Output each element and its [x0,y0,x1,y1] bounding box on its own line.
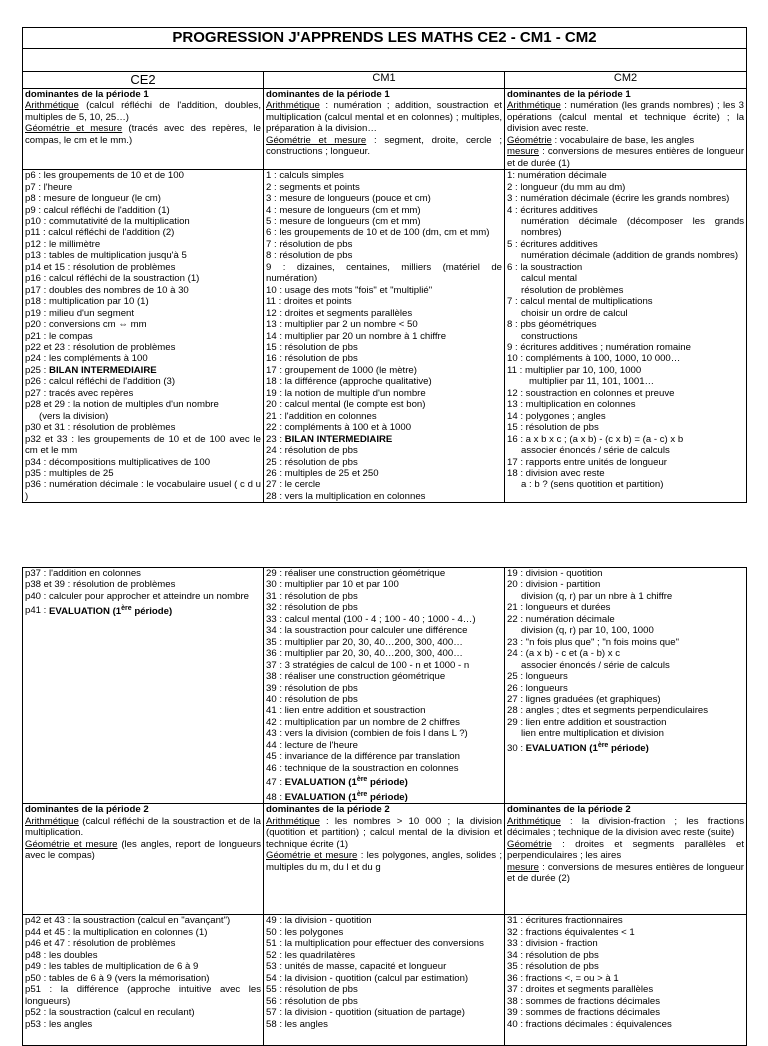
list-item: 33 : division - fraction [507,938,598,950]
period1-cm2-dom3-label: mesure [507,146,539,158]
list-item: 7 : résolution de pbs [266,238,353,250]
list-item: p6 : les groupements de 10 et de 100 [25,170,184,182]
period2-cm2-dom2-label: Géométrie [507,838,552,850]
period2-cm2-dom1-text: : la division-fraction ; les fractions décimales ; technique de la division avec reste (suite) [507,815,744,839]
period2-cm2-list [505,915,747,1046]
period1-cm1-dom1-label: Arithmétique [266,100,320,112]
evaluation-text: EVALUATION (1 [49,605,122,617]
list-item: p19 : milieu d'un segment [25,307,135,319]
list-item: 21 : l'addition en colonnes [266,410,377,422]
period1-cm1-dom2-label: Géométrie et mesure [266,134,367,146]
evaluation-end: période) [367,777,408,789]
list-item: associer énoncés / série de calculs [521,445,670,457]
period1-ce2-list [23,170,264,503]
period2-cm1-dom2-label: Géométrie et mesure [266,850,358,862]
period1-cm2-dom1-label: Arithmétique [507,100,561,112]
list-item: 11 : multiplier par 10, 100, 1000 [507,364,642,376]
period2-cm2-dom3-label: mesure [507,861,539,873]
list-item: 20 : calcul mental (le compte est bon) [266,399,426,411]
list-item: p24 : les compléments à 100 [25,353,148,365]
bilan-label: BILAN INTERMEDIAIRE [284,433,393,445]
list-item: 50 : les polygones [266,926,344,938]
list-item: 3 : numération décimale (écrire les grands nombres) [507,193,730,205]
list-item: 22 : numération décimale [507,613,615,625]
period1-ce2-dom1-text: (calcul réfléchi de l'addition, doubles, multiples de 5, 10, 25…) [25,100,261,123]
list-item: 54 : la division - quotition (calcul par estimation) [266,972,469,984]
list-item: 10 : compléments à 100, 1000, 10 000… [507,353,681,365]
list-item: 8 : résolution de pbs [266,250,353,262]
period2-cm1-heading: dominantes de la période 2 [266,804,390,816]
list-item [25,602,261,617]
list-item: 9 : dizaines, centaines, milliers (matériel de numération) [266,261,502,285]
list-item: 36 : fractions <, = ou > à 1 [507,972,619,984]
list-item: 22 : compléments à 100 et à 1000 [266,422,412,434]
list-item-number: 23 : [266,433,285,445]
list-item [266,774,502,789]
list-item: 58 : les angles [266,1018,328,1030]
list-item: p7 : l'heure [25,181,73,193]
list-item-number: p41 : [25,605,50,617]
list-item: 4 : mesure de longueurs (cm et mm) [266,204,421,216]
list-item: 16 : a x b x c ; (a x b) - (c x b) = (a - c) x b [507,433,684,445]
list-item: 28 : vers la multiplication en colonnes [266,490,426,502]
list-item: p11 : calcul réfléchi de l'addition (2) [25,227,175,239]
evaluation-label [49,606,172,617]
period1-ce2-list-continued [23,568,264,804]
list-item: 40 : fractions décimales : équivalences [507,1018,672,1030]
list-item: 37 : droites et segments parallèles [507,984,654,996]
column-header-cm2: CM2 [505,72,747,89]
list-item: 35 : résolution de pbs [507,961,599,973]
list-item: 25 : longueurs [507,671,568,683]
period1-cm1-dominantes [264,89,505,170]
list-item: 19 : division - quotition [507,568,603,579]
list-item: 2 : segments et points [266,181,360,193]
list-item: p8 : mesure de longueur (le cm) [25,193,161,205]
list-item: 26 : multiples de 25 et 250 [266,467,379,479]
list-item-number: 47 : [266,777,285,789]
period2-ce2-dom1-label: Arithmétique [25,815,79,827]
list-item: 29 : lien entre addition et soustraction [507,716,667,728]
list-item: p49 : les tables de multiplication de 6 à 9 [25,961,199,973]
period2-cm2-dominantes [505,804,747,915]
period1-cm1-list-continued [264,568,505,804]
list-item: 42 : multiplication par un nombre de 2 chiffres [266,716,460,728]
list-item: 31 : résolution de pbs [266,590,358,602]
list-item: p53 : les angles [25,1018,93,1030]
blank-row [23,49,747,72]
period1-ce2-dominantes [23,89,264,170]
period2-cm1-dom1-text: : les nombres > 10 000 ; la division (quotition et partition) ; calcul mental de la division et technique écrite (1) [266,815,502,850]
evaluation-sup: ère [356,776,368,784]
list-item: 17 : groupement de 1000 (le mètre) [266,364,417,376]
list-item: 33 : calcul mental (100 - 4 ; 100 - 40 ; 1000 - 4…) [266,613,476,625]
list-item: 57 : la division - quotition (situation de partage) [266,1007,465,1019]
period1-ce2-dom2-text: (tracés avec des repères, le compas, le cm et le mm.) [25,123,261,146]
list-item: p32 et 33 : les groupements de 10 et de 100 avec le cm et le mm [25,433,261,457]
list-item: p37 : l'addition en colonnes [25,568,141,579]
list-item: 29 : réaliser une construction géométrique [266,568,446,579]
period1-cm1-dom2-text: : segment, droite, cercle ; constructions ; longueur. [266,134,502,158]
list-item: 15 : résolution de pbs [507,422,599,434]
list-item: 21 : longueurs et durées [507,602,611,614]
list-item: p17 : doubles des nombres de 10 à 30 [25,284,189,296]
period1-ce2-dom2-label: Géométrie et mesure [25,123,123,135]
period1-cm1-list [264,170,505,503]
list-item: numération décimale (décomposer les grands nombres) [521,215,745,239]
list-item: 20 : division - partition [507,579,601,591]
list-item: 5 : mesure de longueurs (cm et mm) [266,215,421,227]
list-item: 24 : (a x b) - c et (a - b) x c [507,648,621,660]
list-item: a : b ? (sens quotition et partition) [521,479,664,491]
list-item: p48 : les doubles [25,949,98,961]
list-item: p20 : conversions cm ⇔ mm [25,319,147,331]
list-item: 51 : la multiplication pour effectuer des conversions [266,938,484,950]
evaluation-label [285,777,408,788]
list-item: 12 : soustraction en colonnes et preuve [507,387,675,399]
evaluation-text: EVALUATION (1 [284,791,357,803]
evaluation-sup: ère [121,604,132,612]
period2-ce2-list [23,915,264,1046]
list-item: 1: numération décimale [507,170,607,182]
list-item: 35 : multiplier par 20, 30, 40…200, 300, 400… [266,636,463,648]
period1-cm1-dom1-text: : numération ; addition, soustraction et multiplication (calcul mental et en colonnes) ; multiples, préparation à la division… [266,100,502,135]
list-item [266,434,502,445]
list-item: p51 : la différence (approche intuitive avec les longueurs) [25,984,261,1007]
period2-ce2-heading: dominantes de la période 2 [25,804,149,816]
list-item: p36 : numération décimale : le vocabulaire usuel ( c d u ) [25,479,261,502]
list-item: 13 : multiplier par 2 un nombre < 50 [266,319,418,331]
period1-ce2-heading: dominantes de la période 1 [25,89,149,100]
list-item: p27 : tracés avec repères [25,387,134,399]
period1-cm2-dom2-label: Géométrie [507,134,552,146]
list-item: 26 : longueurs [507,682,568,694]
list-item: résolution de problèmes [521,284,624,296]
list-item: p14 et 15 : résolution de problèmes [25,261,176,273]
period2-cm2-dom3-text: : conversions de mesures entières de longueur et de durée (2) [507,861,744,885]
list-item: p21 : le compas [25,330,93,342]
period2-cm1-dominantes [264,804,505,915]
list-item: 24 : résolution de pbs [266,445,358,457]
list-item: p26 : calcul réfléchi de l'addition (3) [25,376,176,388]
period2-cm1-dom2-text: : les polygones, angles, solides ; multiples du m, du l et du g [266,850,502,873]
list-item: lien entre multiplication et division [521,728,664,740]
list-item: p35 : multiples de 25 [25,467,114,479]
period1-cm2-heading: dominantes de la période 1 [507,89,631,100]
period2-ce2-dominantes [23,804,264,915]
list-item: p13 : tables de multiplication jusqu'à 5 [25,250,187,262]
column-header-ce2: CE2 [23,72,264,89]
list-item: 34 : la soustraction pour calculer une différence [266,625,468,637]
list-item: 55 : résolution de pbs [266,984,358,996]
list-item: 6 : les groupements de 10 et de 100 (dm, cm et mm) [266,227,490,239]
list-item: 27 : le cercle [266,479,321,491]
list-item: p44 et 45 : la multiplication en colonnes (1) [25,926,208,938]
period1-cm2-list [505,170,747,503]
list-item: calcul mental [521,273,577,285]
list-item: 14 : multiplier par 20 un nombre à 1 chiffre [266,330,447,342]
list-item: p46 et 47 : résolution de problèmes [25,938,176,950]
list-item: 38 : réaliser une construction géométrique [266,671,446,683]
list-item: 9 : écritures additives ; numération romaine [507,341,691,353]
list-item: 3 : mesure de longueurs (pouce et cm) [266,193,431,205]
list-item: 8 : pbs géométriques [507,319,597,331]
list-item: 18 : division avec reste [507,467,605,479]
list-item: 25 : résolution de pbs [266,456,358,468]
period1-cm2-dom3-text: : conversions de mesures entières de longueur et de durée (1) [507,146,745,169]
evaluation-end: période) [367,791,408,803]
list-item: 16 : résolution de pbs [266,353,358,365]
list-item: 30 : multiplier par 10 et par 100 [266,579,399,591]
list-item: 44 : lecture de l'heure [266,739,358,751]
list-item: 32 : résolution de pbs [266,602,358,614]
evaluation-sup: ère [597,741,609,749]
list-item: 4 : écritures additives [507,204,598,216]
period2-cm1-list [264,915,505,1046]
list-item: p30 et 31 : résolution de problèmes [25,422,176,434]
list-item: 11 : droites et points [266,296,352,308]
list-item: 32 : fractions équivalentes < 1 [507,926,635,938]
list-item: 6 : la soustraction [507,261,583,273]
list-item: 37 : 3 stratégies de calcul de 100 - n et 1000 - n [266,659,470,671]
list-item: 2 : longueur (du mm au dm) [507,181,626,193]
list-item: 23 : "n fois plus que" ; "n fois moins que" [507,636,680,648]
period2-cm2-dom2-text: : droites et segments parallèles et perpendiculaires ; les aires [507,838,744,862]
list-item: associer énoncés / série de calculs [521,659,670,671]
bilan-label: BILAN INTERMEDIAIRE [49,364,157,376]
period2-ce2-dom2-label: Géométrie et mesure [25,838,118,850]
list-item [507,740,744,755]
list-item: 7 : calcul mental de multiplications [507,296,653,308]
list-item: (vers la division) [39,410,109,422]
list-item: 28 : angles ; dtes et segments perpendiculaires [507,705,709,717]
list-item: 34 : résolution de pbs [507,949,599,961]
list-item: 1 : calculs simples [266,170,344,182]
list-item: p38 et 39 : résolution de problèmes [25,579,176,591]
page-title: PROGRESSION J'APPRENDS LES MATHS CE2 - CM1 - CM2 [23,28,747,49]
list-item: p50 : tables de 6 à 9 (vers la mémorisation) [25,972,210,984]
evaluation-sup: ère [356,790,368,798]
list-item: p9 : calcul réfléchi de l'addition (1) [25,204,170,216]
list-item: p18 : multiplication par 10 (1) [25,296,149,308]
list-item: p10 : commutativité de la multiplication [25,215,190,227]
list-item: p34 : décompositions multiplicatives de 100 [25,456,211,468]
list-item: 17 : rapports entre unités de longueur [507,456,668,468]
list-item: p28 et 29 : la notion de multiples d'un nombre [25,399,219,411]
list-item: 10 : usage des mots "fois" et "multiplié" [266,284,433,296]
list-item: 53 : unités de masse, capacité et longueur [266,961,447,973]
list-item: 41 : lien entre addition et soustraction [266,705,426,717]
period1-cm1-heading: dominantes de la période 1 [266,89,390,100]
evaluation-end: période) [131,605,173,617]
period2-cm1-dom1-label: Arithmétique [266,815,320,827]
list-item: 39 : sommes de fractions décimales [507,1007,661,1019]
list-item: 15 : résolution de pbs [266,341,358,353]
list-item: 19 : la notion de multiple d'un nombre [266,387,426,399]
list-item: 49 : la division - quotition [266,915,372,927]
evaluation-text: EVALUATION (1 [284,777,357,789]
period1-ce2-dom1-label: Arithmétique [25,100,79,112]
progression-table-part-1 [22,27,747,503]
list-item: p22 et 23 : résolution de problèmes [25,341,176,353]
list-item: division (q, r) par un nbre à 1 chiffre [521,590,673,602]
period1-cm2-dom1-text: : numération (les grands nombres) ; les 3 opérations (calcul mental et technique écrite) ; la division avec reste. [507,100,745,135]
list-item: p12 : le millimètre [25,238,101,250]
list-item [266,789,502,804]
list-item: 18 : la différence (approche qualitative) [266,376,432,388]
period2-ce2-dom2-text: (les angles, report de longueurs avec le compas) [25,838,261,862]
list-item: p52 : la soustraction (calcul en reculant) [25,1007,195,1019]
list-item: 39 : résolution de pbs [266,682,358,694]
list-item: 38 : sommes de fractions décimales [507,995,661,1007]
evaluation-end: période) [608,742,649,754]
list-item: 45 : invariance de la différence par translation [266,751,460,763]
list-item: 31 : écritures fractionnaires [507,915,623,927]
list-item: 13 : multiplication en colonnes [507,399,636,411]
list-item [25,365,261,376]
list-item: multiplier par 11, 101, 1001… [529,376,655,388]
list-item: 46 : technique de la soustraction en colonnes [266,762,459,774]
period2-cm2-dom1-label: Arithmétique [507,815,561,827]
list-item: 52 : les quadrilatères [266,949,356,961]
period2-ce2-dom1-text: (calcul réfléchi de la soustraction et de la multiplication. [25,815,261,839]
period1-cm2-dom2-text: : vocabulaire de base, les angles [551,134,695,146]
progression-table-part-2 [22,567,747,1046]
list-item-number: 30 : [507,742,526,754]
list-item: numération décimale (addition de grands nombres) [521,250,739,262]
list-item: 36 : multiplier par 20, 30, 40…200, 300, 400… [266,648,463,660]
evaluation-label [285,792,408,803]
list-item: 12 : droites et segments parallèles [266,307,413,319]
list-item: p40 : calculer pour approcher et atteindre un nombre [25,590,249,602]
list-item: p16 : calcul réfléchi de la soustraction (1) [25,273,200,285]
column-header-cm1: CM1 [264,72,505,89]
list-item: division (q, r) par 10, 100, 1000 [521,625,654,637]
period2-cm2-heading: dominantes de la période 2 [507,804,631,816]
list-item: 5 : écritures additives [507,238,598,250]
list-item: 14 : polygones ; angles [507,410,606,422]
list-item-number: 48 : [266,791,285,803]
evaluation-label [526,743,649,754]
list-item: 43 : vers la division (combien de fois l dans L ?) [266,728,468,740]
period1-cm2-list-continued [505,568,747,804]
list-item-number: p25 : [25,364,50,376]
list-item: choisir un ordre de calcul [521,307,628,319]
list-item: constructions [521,330,578,342]
list-item: 27 : lignes graduées (et graphiques) [507,693,661,705]
list-item: 40 : résolution de pbs [266,693,358,705]
list-item: 56 : résolution de pbs [266,995,358,1007]
period1-cm2-dominantes [505,89,747,170]
list-item: p42 et 43 : la soustraction (calcul en "avançant") [25,915,231,927]
evaluation-text: EVALUATION (1 [525,742,598,754]
